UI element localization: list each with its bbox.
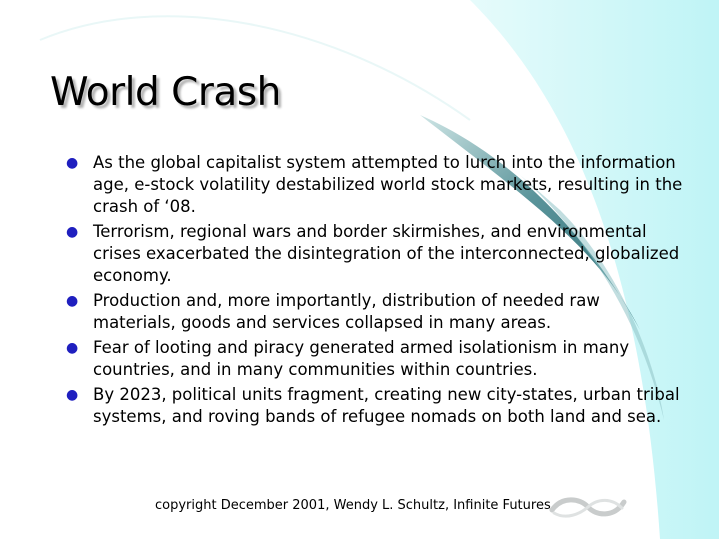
- round-bullet-icon: ●: [66, 340, 79, 356]
- round-bullet-icon: ●: [66, 224, 79, 240]
- round-bullet-icon: ●: [66, 155, 79, 171]
- bullet-text: Production and, more importantly, distribution of needed raw materials, goods and services collapsed in many areas.: [93, 291, 600, 332]
- bullet-item: [64, 337, 684, 381]
- bullet-text: By 2023, political units fragment, creating new city-states, urban tribal systems, and roving bands of refugee nomads on both land and sea.: [93, 385, 680, 426]
- round-bullet-icon: ●: [66, 293, 79, 309]
- bullet-item: [64, 221, 684, 287]
- bullet-text: Fear of looting and piracy generated armed isolationism in many countries, and in many communities within countries.: [93, 338, 630, 379]
- infinite-futures-logo-icon: [548, 494, 628, 520]
- bullet-item: [64, 290, 684, 334]
- bullet-item: [64, 152, 684, 218]
- copyright-footer: copyright December 2001, Wendy L. Schultz, Infinite Futures: [155, 498, 551, 513]
- bullet-text: Terrorism, regional wars and border skirmishes, and environmental crises exacerbated the disintegration of the interconnected, globalized economy.: [93, 222, 680, 285]
- slide-title: World Crash: [50, 70, 281, 115]
- bullet-text: As the global capitalist system attempted to lurch into the information age, e-stock volatility destabilized world stock markets, resulting in the crash of ‘08.: [93, 153, 683, 216]
- bullet-item: [64, 384, 684, 428]
- round-bullet-icon: ●: [66, 387, 79, 403]
- bullet-list: [64, 152, 684, 431]
